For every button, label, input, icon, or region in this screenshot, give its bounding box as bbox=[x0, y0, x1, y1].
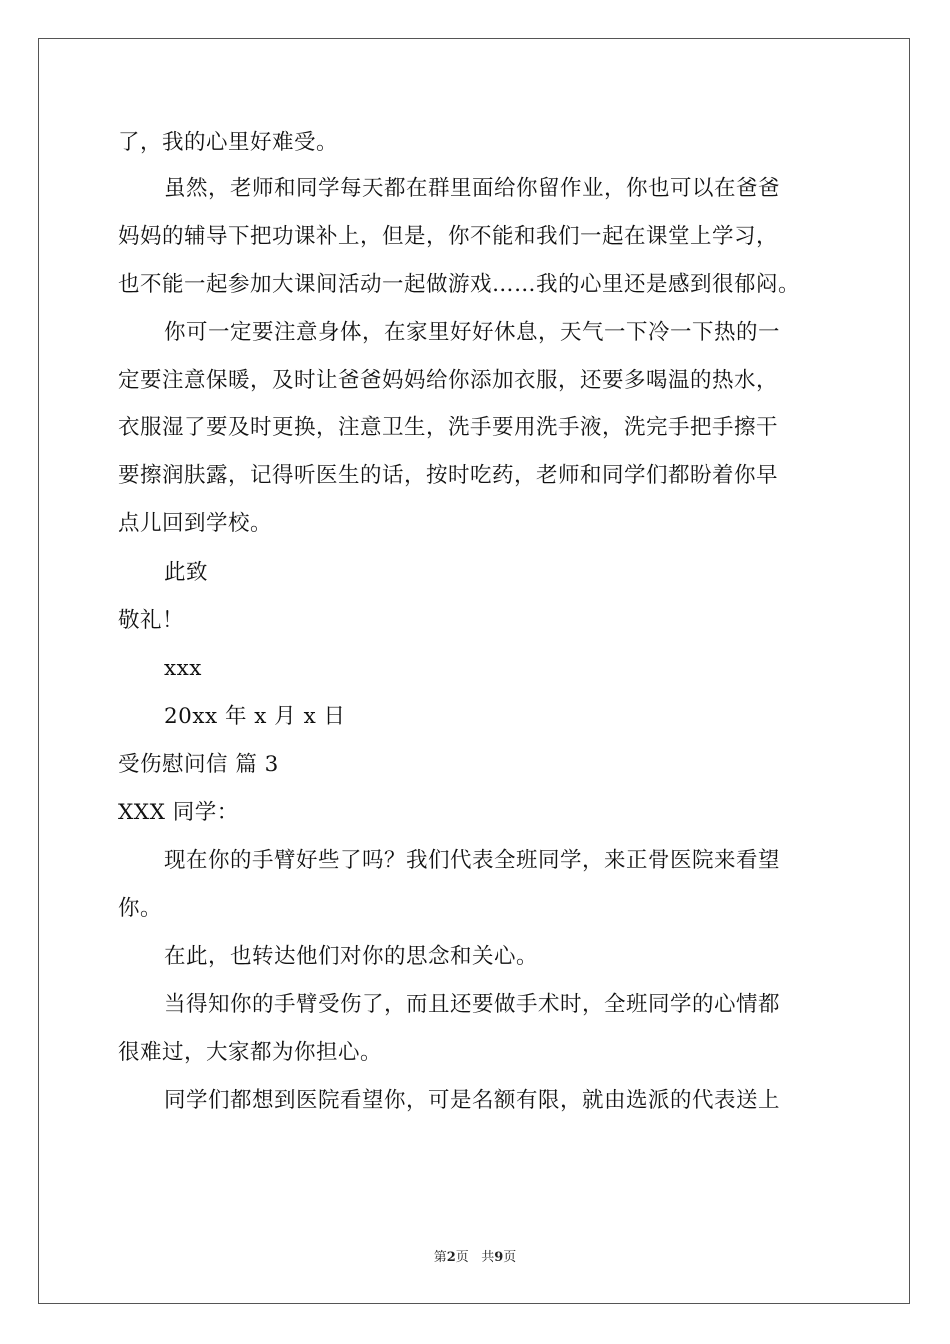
section-heading: 受伤慰问信 篇 3 bbox=[118, 752, 279, 777]
text-line: 你。 bbox=[118, 896, 163, 921]
text-line: 点儿回到学校。 bbox=[118, 511, 273, 536]
text-line: 现在你的手臂好些了吗？我们代表全班同学，来正骨医院来看望 bbox=[164, 848, 781, 873]
signature: xxx bbox=[164, 656, 202, 681]
text-line: 了，我的心里好难受。 bbox=[118, 130, 339, 155]
text-line: 你可一定要注意身体，在家里好好休息，天气一下冷一下热的一 bbox=[164, 320, 781, 345]
text-line: 要擦润肤露，记得听医生的话，按时吃药，老师和同学们都盼着你早 bbox=[118, 463, 779, 488]
closing-regards: 敬礼！ bbox=[118, 608, 185, 633]
text-line: 妈妈的辅导下把功课补上，但是，你不能和我们一起在课堂上学习， bbox=[118, 224, 779, 249]
text-line: 也不能一起参加大课间活动一起做游戏……我的心里还是感到很郁闷。 bbox=[118, 272, 801, 297]
closing-salutation: 此致 bbox=[164, 560, 209, 585]
page-suffix: 页 bbox=[503, 1250, 517, 1265]
text-line: 虽然，老师和同学每天都在群里面给你留作业，你也可以在爸爸 bbox=[164, 176, 781, 201]
text-line: 在此，也转达他们对你的思念和关心。 bbox=[164, 944, 539, 969]
page-current: 2 bbox=[446, 1250, 456, 1265]
text-line: 衣服湿了要及时更换，注意卫生，洗手要用洗手液，洗完手把手擦干 bbox=[118, 415, 779, 440]
greeting-line: XXX 同学： bbox=[118, 800, 239, 825]
text-line: 很难过，大家都为你担心。 bbox=[118, 1040, 383, 1065]
page-prefix: 第 bbox=[433, 1250, 447, 1265]
date-line: 20xx 年 x 月 x 日 bbox=[164, 704, 346, 729]
text-line: 定要注意保暖，及时让爸爸妈妈给你添加衣服，还要多喝温的热水， bbox=[118, 368, 779, 393]
page-mid: 页 共 bbox=[455, 1250, 495, 1265]
text-line: 同学们都想到医院看望你，可是名额有限，就由选派的代表送上 bbox=[164, 1088, 781, 1113]
page-total: 9 bbox=[494, 1250, 504, 1265]
page-footer bbox=[0, 1246, 950, 1265]
text-line: 当得知你的手臂受伤了，而且还要做手术时，全班同学的心情都 bbox=[164, 992, 781, 1017]
